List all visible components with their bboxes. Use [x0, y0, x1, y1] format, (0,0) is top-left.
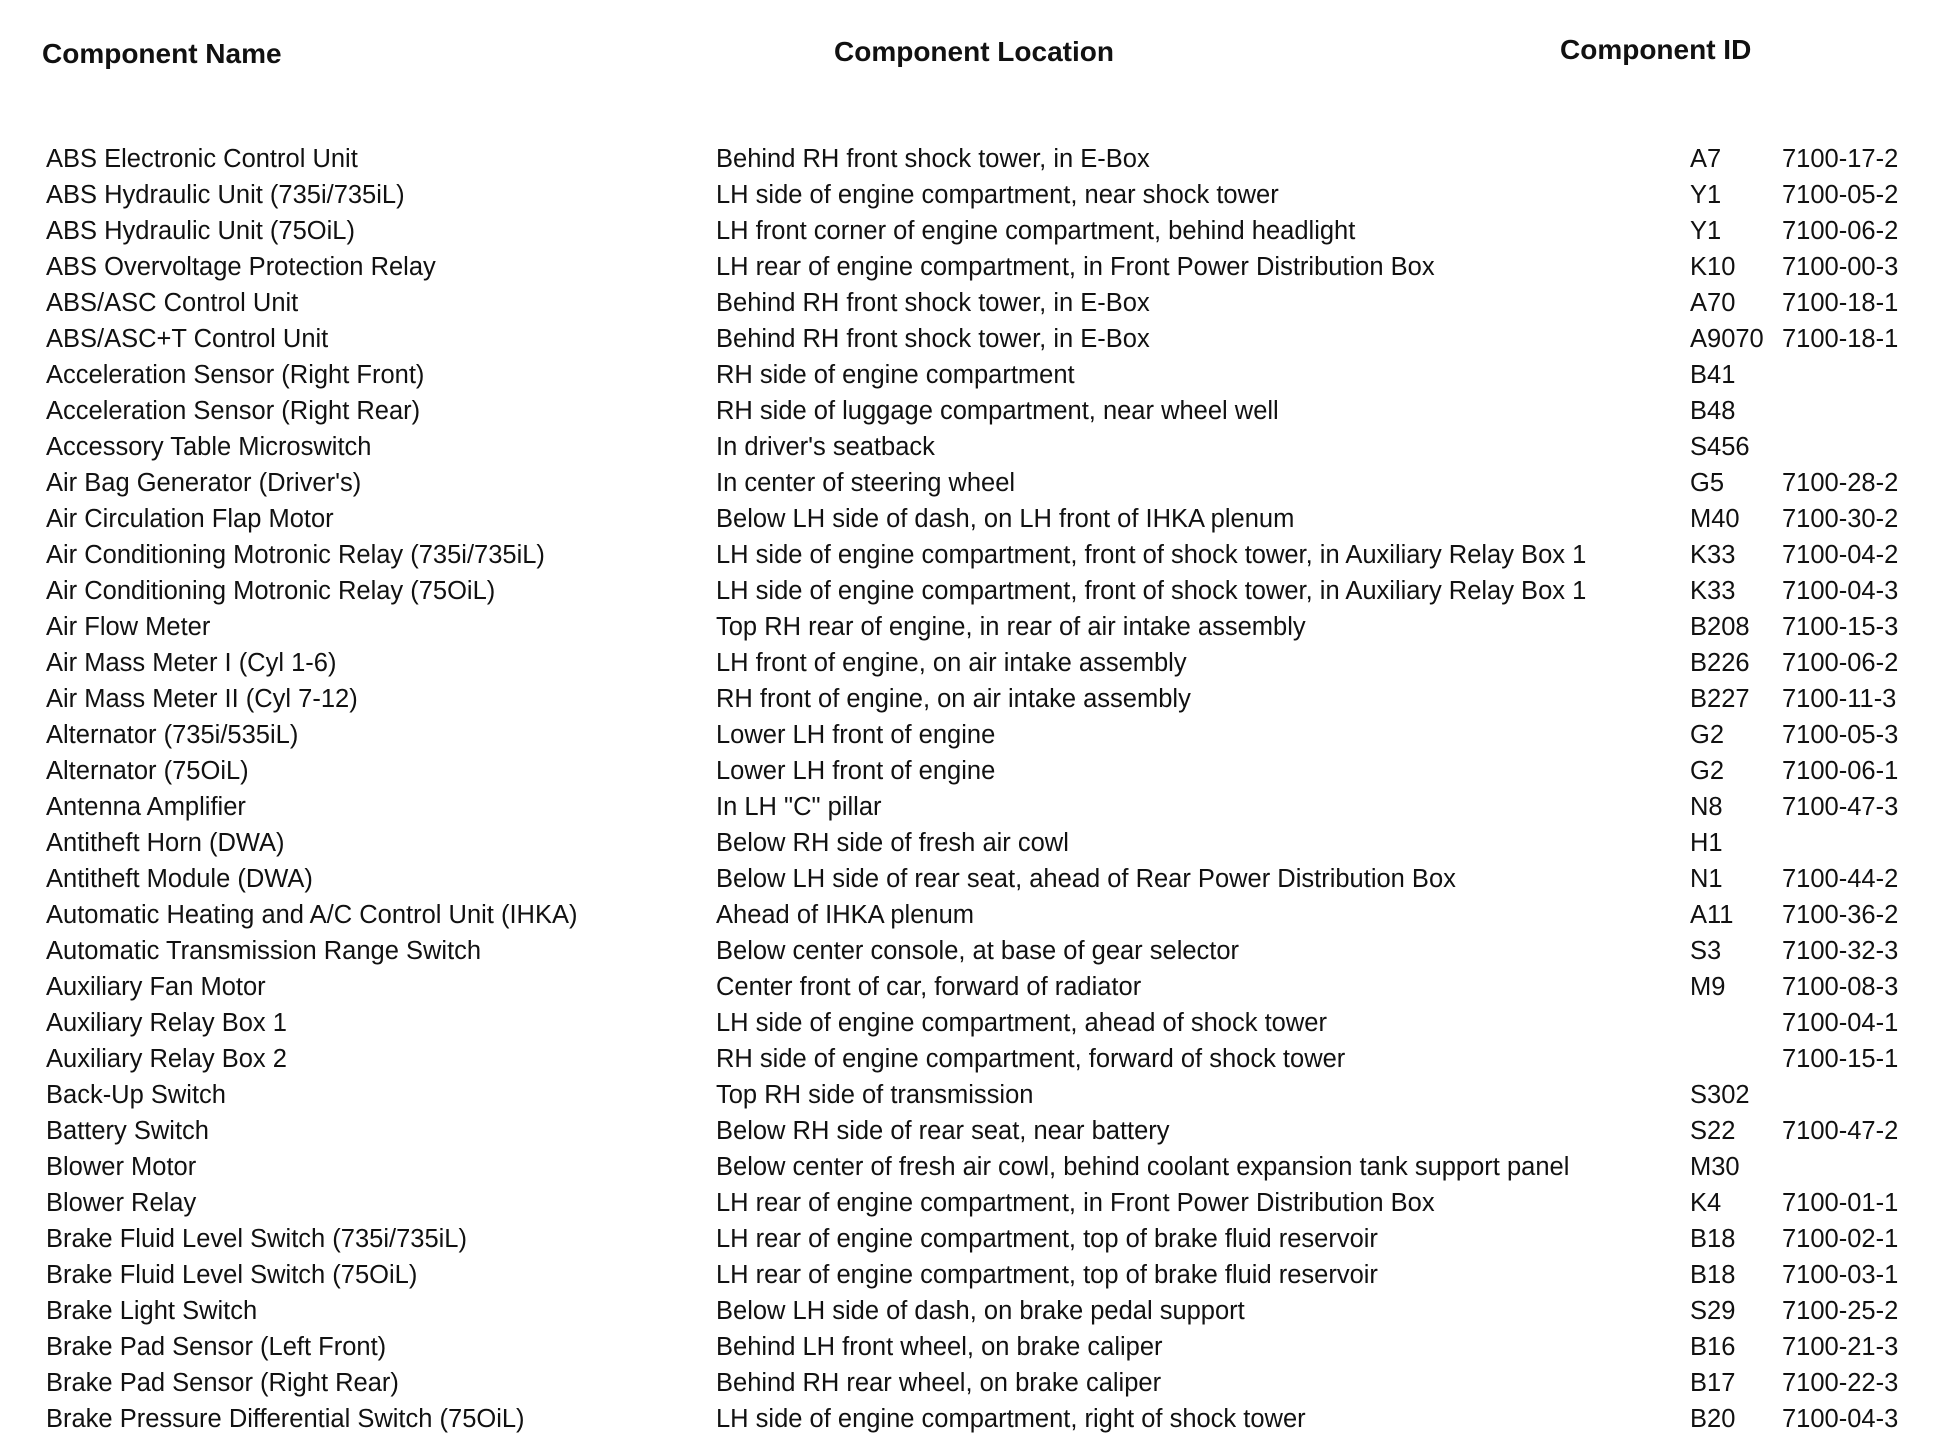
component-location: Below RH side of rear seat, near battery [716, 1117, 1170, 1145]
component-reference: 7100-47-2 [1782, 1117, 1899, 1145]
component-name: Blower Relay [46, 1189, 197, 1217]
table-row [0, 177, 1934, 213]
component-location: Behind RH rear wheel, on brake caliper [716, 1369, 1162, 1397]
component-name: Alternator (75OiL) [46, 757, 249, 785]
component-name: Antitheft Horn (DWA) [46, 829, 285, 857]
table-row [0, 681, 1934, 717]
component-code: B16 [1690, 1333, 1736, 1361]
component-name: Brake Pressure Differential Switch (75OiL) [46, 1405, 525, 1433]
table-row [0, 573, 1934, 609]
table-row [0, 861, 1934, 897]
component-name: Automatic Transmission Range Switch [46, 937, 482, 965]
component-code: S29 [1690, 1297, 1736, 1325]
component-name: ABS Electronic Control Unit [46, 145, 358, 173]
component-location: LH side of engine compartment, front of shock tower, in Auxiliary Relay Box 1 [716, 541, 1587, 569]
component-code: B208 [1690, 613, 1750, 641]
component-location: In driver's seatback [716, 433, 935, 461]
component-location: LH rear of engine compartment, in Front Power Distribution Box [716, 253, 1435, 281]
header-component-name: Component Name [42, 38, 282, 69]
table-row [0, 501, 1934, 537]
table-row [0, 465, 1934, 501]
component-code: S302 [1690, 1081, 1750, 1109]
component-code: A11 [1690, 901, 1734, 929]
component-reference: 7100-04-1 [1782, 1009, 1899, 1037]
component-location: In LH "C" pillar [716, 793, 882, 821]
header-component-id: Component ID [1560, 34, 1752, 65]
component-location: RH front of engine, on air intake assembly [716, 685, 1191, 713]
component-reference: 7100-01-1 [1782, 1189, 1899, 1217]
component-location: LH front of engine, on air intake assembly [716, 649, 1187, 677]
component-location: Top RH rear of engine, in rear of air intake assembly [716, 613, 1306, 641]
component-location: Below LH side of dash, on brake pedal support [716, 1297, 1245, 1325]
component-name: Auxiliary Relay Box 1 [46, 1009, 287, 1037]
component-reference: 7100-11-3 [1782, 685, 1897, 713]
component-name: ABS/ASC+T Control Unit [46, 325, 329, 353]
table-row [0, 321, 1934, 357]
component-name: Auxiliary Relay Box 2 [46, 1045, 287, 1073]
component-name: Accessory Table Microswitch [46, 433, 372, 461]
table-row [0, 825, 1934, 861]
component-code: K33 [1690, 577, 1736, 605]
component-name: Blower Motor [46, 1153, 197, 1181]
component-name: Brake Fluid Level Switch (75OiL) [46, 1261, 418, 1289]
component-reference: 7100-30-2 [1782, 505, 1899, 533]
component-location: Below center console, at base of gear selector [716, 937, 1240, 965]
component-name: Air Circulation Flap Motor [46, 505, 334, 533]
component-code: B227 [1690, 685, 1750, 713]
component-code: B18 [1690, 1225, 1736, 1253]
component-code: N8 [1690, 793, 1723, 821]
component-name: Acceleration Sensor (Right Front) [46, 361, 425, 389]
table-row [0, 753, 1934, 789]
component-location: Below RH side of fresh air cowl [716, 829, 1069, 857]
component-code: Y1 [1690, 181, 1722, 209]
component-code: M9 [1690, 973, 1726, 1001]
component-code: A70 [1690, 289, 1736, 317]
component-name: Brake Light Switch [46, 1297, 258, 1325]
component-name: Acceleration Sensor (Right Rear) [46, 397, 421, 425]
component-location: LH side of engine compartment, front of shock tower, in Auxiliary Relay Box 1 [716, 577, 1587, 605]
component-reference: 7100-15-1 [1782, 1045, 1899, 1073]
component-name: Brake Pad Sensor (Right Rear) [46, 1369, 399, 1397]
component-reference: 7100-25-2 [1782, 1297, 1899, 1325]
component-code: N1 [1690, 865, 1723, 893]
component-reference: 7100-44-2 [1782, 865, 1899, 893]
component-code: H1 [1690, 829, 1723, 857]
component-location: LH side of engine compartment, ahead of shock tower [716, 1009, 1327, 1037]
component-name: Air Conditioning Motronic Relay (735i/735iL) [46, 541, 545, 569]
component-code: K4 [1690, 1189, 1722, 1217]
component-name: Auxiliary Fan Motor [46, 973, 266, 1001]
table-row [0, 645, 1934, 681]
component-code: Y1 [1690, 217, 1722, 245]
component-location: Center front of car, forward of radiator [716, 973, 1142, 1001]
table-row [0, 429, 1934, 465]
table-row [0, 1077, 1934, 1113]
table-row [0, 249, 1934, 285]
component-code: M30 [1690, 1153, 1740, 1181]
component-name: Air Conditioning Motronic Relay (75OiL) [46, 577, 496, 605]
component-code: G5 [1690, 469, 1725, 497]
component-location: In center of steering wheel [716, 469, 1016, 497]
component-code: A7 [1690, 145, 1722, 173]
component-reference: 7100-18-1 [1782, 325, 1899, 353]
component-name: Antenna Amplifier [46, 793, 246, 821]
table-row [0, 789, 1934, 825]
component-location: Behind LH front wheel, on brake caliper [716, 1333, 1163, 1361]
component-location: LH rear of engine compartment, top of brake fluid reservoir [716, 1261, 1378, 1289]
table-row [0, 1257, 1934, 1293]
component-code: K10 [1690, 253, 1736, 281]
table-row [0, 1185, 1934, 1221]
component-location: LH side of engine compartment, near shock tower [716, 181, 1279, 209]
component-name: Automatic Heating and A/C Control Unit (IHKA) [46, 901, 578, 929]
component-location: Ahead of IHKA plenum [716, 901, 975, 929]
table-row [0, 393, 1934, 429]
component-name: Battery Switch [46, 1117, 209, 1145]
component-location: RH side of engine compartment [716, 361, 1075, 389]
component-location: Top RH side of transmission [716, 1081, 1034, 1109]
component-reference: 7100-06-1 [1782, 757, 1899, 785]
component-reference: 7100-00-3 [1782, 253, 1899, 281]
component-location: RH side of luggage compartment, near wheel well [716, 397, 1279, 425]
table-row [0, 1149, 1934, 1185]
table-row [0, 1401, 1934, 1437]
component-reference: 7100-47-3 [1782, 793, 1899, 821]
table-row [0, 213, 1934, 249]
table-row [0, 537, 1934, 573]
component-code: S22 [1690, 1117, 1736, 1145]
component-name: ABS Hydraulic Unit (735i/735iL) [46, 181, 405, 209]
table-row [0, 1041, 1934, 1077]
component-location: RH side of engine compartment, forward of shock tower [716, 1045, 1346, 1073]
component-reference: 7100-06-2 [1782, 217, 1899, 245]
header-component-location: Component Location [834, 36, 1114, 67]
component-location: Behind RH front shock tower, in E-Box [716, 325, 1150, 353]
component-code: B41 [1690, 361, 1736, 389]
component-code: B18 [1690, 1261, 1736, 1289]
component-reference: 7100-18-1 [1782, 289, 1899, 317]
component-name: Air Bag Generator (Driver's) [46, 469, 362, 497]
component-name: ABS Hydraulic Unit (75OiL) [46, 217, 355, 245]
table-row [0, 1005, 1934, 1041]
table-row [0, 609, 1934, 645]
table-row [0, 1221, 1934, 1257]
component-reference: 7100-36-2 [1782, 901, 1899, 929]
table-row [0, 897, 1934, 933]
component-name: Alternator (735i/535iL) [46, 721, 299, 749]
table-row [0, 285, 1934, 321]
component-location: Below center of fresh air cowl, behind coolant expansion tank support panel [716, 1153, 1570, 1181]
component-code: B17 [1690, 1369, 1736, 1397]
component-reference: 7100-04-3 [1782, 1405, 1899, 1433]
component-location: Lower LH front of engine [716, 721, 996, 749]
component-code: K33 [1690, 541, 1736, 569]
component-reference: 7100-04-3 [1782, 577, 1899, 605]
component-code: B20 [1690, 1405, 1736, 1433]
component-code: S456 [1690, 433, 1750, 461]
component-reference: 7100-03-1 [1782, 1261, 1899, 1289]
component-code: G2 [1690, 757, 1725, 785]
component-name: Brake Pad Sensor (Left Front) [46, 1333, 387, 1361]
table-row [0, 969, 1934, 1005]
table-row [0, 1113, 1934, 1149]
table-row [0, 717, 1934, 753]
component-reference: 7100-21-3 [1782, 1333, 1899, 1361]
component-location: Behind RH front shock tower, in E-Box [716, 289, 1150, 317]
component-name: ABS Overvoltage Protection Relay [46, 253, 436, 281]
component-location: Below LH side of rear seat, ahead of Rear Power Distribution Box [716, 865, 1456, 893]
component-code: B226 [1690, 649, 1750, 677]
component-name: Air Mass Meter II (Cyl 7-12) [46, 685, 358, 713]
component-name: Antitheft Module (DWA) [46, 865, 313, 893]
component-reference: 7100-22-3 [1782, 1369, 1899, 1397]
component-reference: 7100-02-1 [1782, 1225, 1899, 1253]
component-location: Behind RH front shock tower, in E-Box [716, 145, 1150, 173]
component-reference: 7100-08-3 [1782, 973, 1899, 1001]
component-reference: 7100-28-2 [1782, 469, 1899, 497]
component-location: Below LH side of dash, on LH front of IHKA plenum [716, 505, 1295, 533]
component-name: Back-Up Switch [46, 1081, 226, 1109]
component-reference: 7100-04-2 [1782, 541, 1899, 569]
component-name: ABS/ASC Control Unit [46, 289, 299, 317]
component-code: B48 [1690, 397, 1736, 425]
component-code: A9070 [1690, 325, 1764, 353]
table-row [0, 933, 1934, 969]
component-location: LH front corner of engine compartment, behind headlight [716, 217, 1356, 245]
table-row [0, 141, 1934, 177]
component-code: M40 [1690, 505, 1740, 533]
table-row [0, 357, 1934, 393]
component-reference: 7100-05-2 [1782, 181, 1899, 209]
component-location: LH side of engine compartment, right of shock tower [716, 1405, 1306, 1433]
component-location: LH rear of engine compartment, top of brake fluid reservoir [716, 1225, 1378, 1253]
component-reference: 7100-15-3 [1782, 613, 1899, 641]
component-name: Air Mass Meter I (Cyl 1-6) [46, 649, 337, 677]
component-reference: 7100-05-3 [1782, 721, 1899, 749]
component-location: Lower LH front of engine [716, 757, 996, 785]
component-reference: 7100-06-2 [1782, 649, 1899, 677]
table-row [0, 1365, 1934, 1401]
component-location: LH rear of engine compartment, in Front Power Distribution Box [716, 1189, 1435, 1217]
component-code: G2 [1690, 721, 1725, 749]
table-row [0, 1293, 1934, 1329]
component-code: S3 [1690, 937, 1722, 965]
component-name: Air Flow Meter [46, 613, 211, 641]
component-name: Brake Fluid Level Switch (735i/735iL) [46, 1225, 467, 1253]
component-reference: 7100-17-2 [1782, 145, 1899, 173]
component-table [0, 141, 1934, 1437]
table-row [0, 1329, 1934, 1365]
component-reference: 7100-32-3 [1782, 937, 1899, 965]
